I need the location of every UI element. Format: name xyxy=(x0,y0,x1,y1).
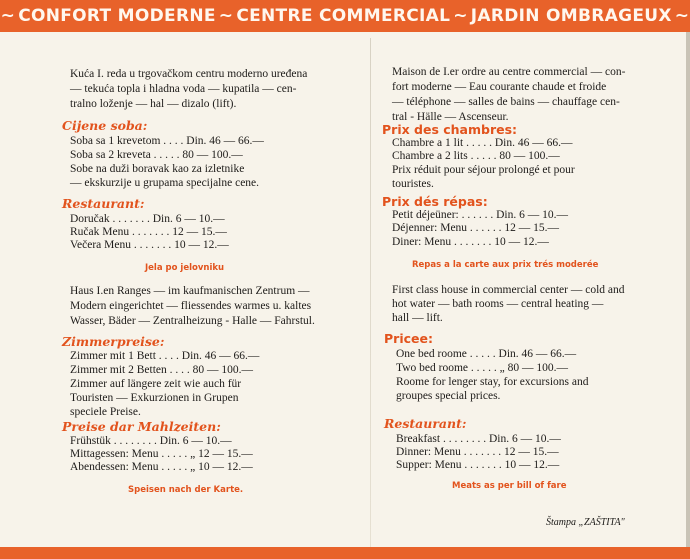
intro-de-line-1: Haus I.en Ranges — im kaufmanischen Zentrum — xyxy=(70,285,310,297)
intro-fr-line-2: fort moderne — Eau courante chaude et froide xyxy=(392,81,607,93)
price-line: Chambre a 2 lits . . . . . 80 — 100.— xyxy=(392,150,560,162)
menu-line: Breakfast . . . . . . . . Din. 6 — 10.— xyxy=(396,433,561,445)
text-line: Sobe na duži boravak kao za izletnike xyxy=(70,163,245,175)
banner-text-jardin: JARDIN OMBRAGEUX xyxy=(470,6,672,26)
price-line: Two bed roome . . . . . „ 80 — 100.— xyxy=(396,362,568,374)
price-line: Soba sa 2 kreveta . . . . . 80 — 100.— xyxy=(70,149,243,161)
price-line: Zimmer mit 1 Bett . . . . Din. 46 — 66.— xyxy=(70,350,260,362)
intro-de-line-2: Modern eingerichtet — fliessendes warmes u. kaltes xyxy=(70,300,312,312)
menu-line: Ručak Menu . . . . . . . 12 — 15.— xyxy=(70,226,227,238)
banner-dash: ~ xyxy=(453,6,468,26)
heading-restaurant-sr: Restaurant: xyxy=(62,196,145,211)
heading-zimmerpreise: Zimmerpreise: xyxy=(62,334,165,349)
intro-sr-line-3: tralno loženje — hal — dizalo (lift). xyxy=(70,98,237,110)
menu-line: Frühstük . . . . . . . . Din. 6 — 10.— xyxy=(70,435,232,447)
menu-line: Supper: Menu . . . . . . . 10 — 12.— xyxy=(396,459,560,471)
note-repas: Repas a la carte aux prix trés moderée xyxy=(412,260,599,270)
note-meats: Meats as per bill of fare xyxy=(452,481,567,491)
menu-line: Petit déjeüner: . . . . . . Din. 6 — 10.— xyxy=(392,209,568,221)
intro-fr-line-3: — téléphone — salles de bains — chauffage cen- xyxy=(392,96,620,108)
menu-line: Večera Menu . . . . . . . 10 — 12.— xyxy=(70,239,229,251)
menu-line: Dinner: Menu . . . . . . . 12 — 15.— xyxy=(396,446,559,458)
banner-dash: ~ xyxy=(0,6,16,26)
text-line: groupes special prices. xyxy=(396,390,501,402)
heading-cijene-soba: Cijene soba: xyxy=(62,118,148,133)
printer-stamp: Štampa „ZAŠTITA" xyxy=(546,517,625,528)
page-edge xyxy=(686,32,690,559)
banner-dash: ~ xyxy=(674,6,690,26)
intro-sr-line-1: Kuća I. reda u trgovačkom centru moderno uređena xyxy=(70,68,308,80)
note-jela: Jela po jelovniku xyxy=(145,263,225,273)
menu-line: Déjenner: Menu . . . . . . 12 — 15.— xyxy=(392,222,560,234)
banner-dash: ~ xyxy=(218,6,234,26)
price-line: Zimmer mit 2 Betten . . . . 80 — 100.— xyxy=(70,364,254,376)
text-line: Prix réduit pour séjour prolongé et pour xyxy=(392,164,575,176)
footer-bar xyxy=(0,547,690,559)
heading-mahlzeiten: Preise dar Mahlzeiten: xyxy=(62,419,221,434)
text-line: touristes. xyxy=(392,178,434,190)
intro-en-line-2: hot water — bath rooms — central heating — xyxy=(392,298,604,310)
text-line: Zimmer auf längere zeit wie auch für xyxy=(70,378,242,390)
intro-en-line-1: First class house in commercial center — cold and xyxy=(392,284,625,296)
text-line: Touristen — Exkurzionen in Grupen xyxy=(70,392,239,404)
intro-fr-line-4: tral - Hälle — Ascenseur. xyxy=(392,111,509,123)
page-fold xyxy=(370,38,371,548)
menu-line: Mittagessen: Menu . . . . . „ 12 — 15.— xyxy=(70,448,253,460)
heading-restaurant-en: Restaurant: xyxy=(384,416,467,431)
intro-en-line-3: hall — lift. xyxy=(392,312,443,324)
heading-prix-chambres: Prix des chambres: xyxy=(382,122,518,137)
note-speisen: Speisen nach der Karte. xyxy=(128,485,244,495)
text-line: speciele Preise. xyxy=(70,406,141,418)
text-line: Roome for lenger stay, for excursions and xyxy=(396,376,589,388)
text-line: — ekskurzije u grupama specijalne cene. xyxy=(70,177,260,189)
header-banner xyxy=(0,0,690,32)
intro-de-line-3: Wasser, Bäder — Zentralheizung - Halle — Fahrstul. xyxy=(70,315,315,327)
intro-fr-line-1: Maison de I.er ordre au centre commercial — con- xyxy=(392,66,626,78)
banner-text-confort: CONFORT MODERNE xyxy=(18,6,216,26)
price-line: Soba sa 1 krevetom . . . . Din. 46 — 66.— xyxy=(70,135,264,147)
intro-sr-line-2: — tekuća topla i hladna voda — kupatila — cen- xyxy=(70,83,297,95)
menu-line: Diner: Menu . . . . . . . 10 — 12.— xyxy=(392,236,549,248)
heading-pricee: Pricee: xyxy=(384,331,433,346)
banner-text-centre: CENTRE COMMERCIAL xyxy=(236,6,451,26)
menu-line: Doručak . . . . . . . Din. 6 — 10.— xyxy=(70,213,225,225)
price-line: Chambre a 1 lit . . . . . Din. 46 — 66.— xyxy=(392,137,573,149)
heading-prix-repas: Prix dés répas: xyxy=(382,194,488,209)
menu-line: Abendessen: Menu . . . . . „ 10 — 12.— xyxy=(70,461,253,473)
price-line: One bed roome . . . . . Din. 46 — 66.— xyxy=(396,348,577,360)
